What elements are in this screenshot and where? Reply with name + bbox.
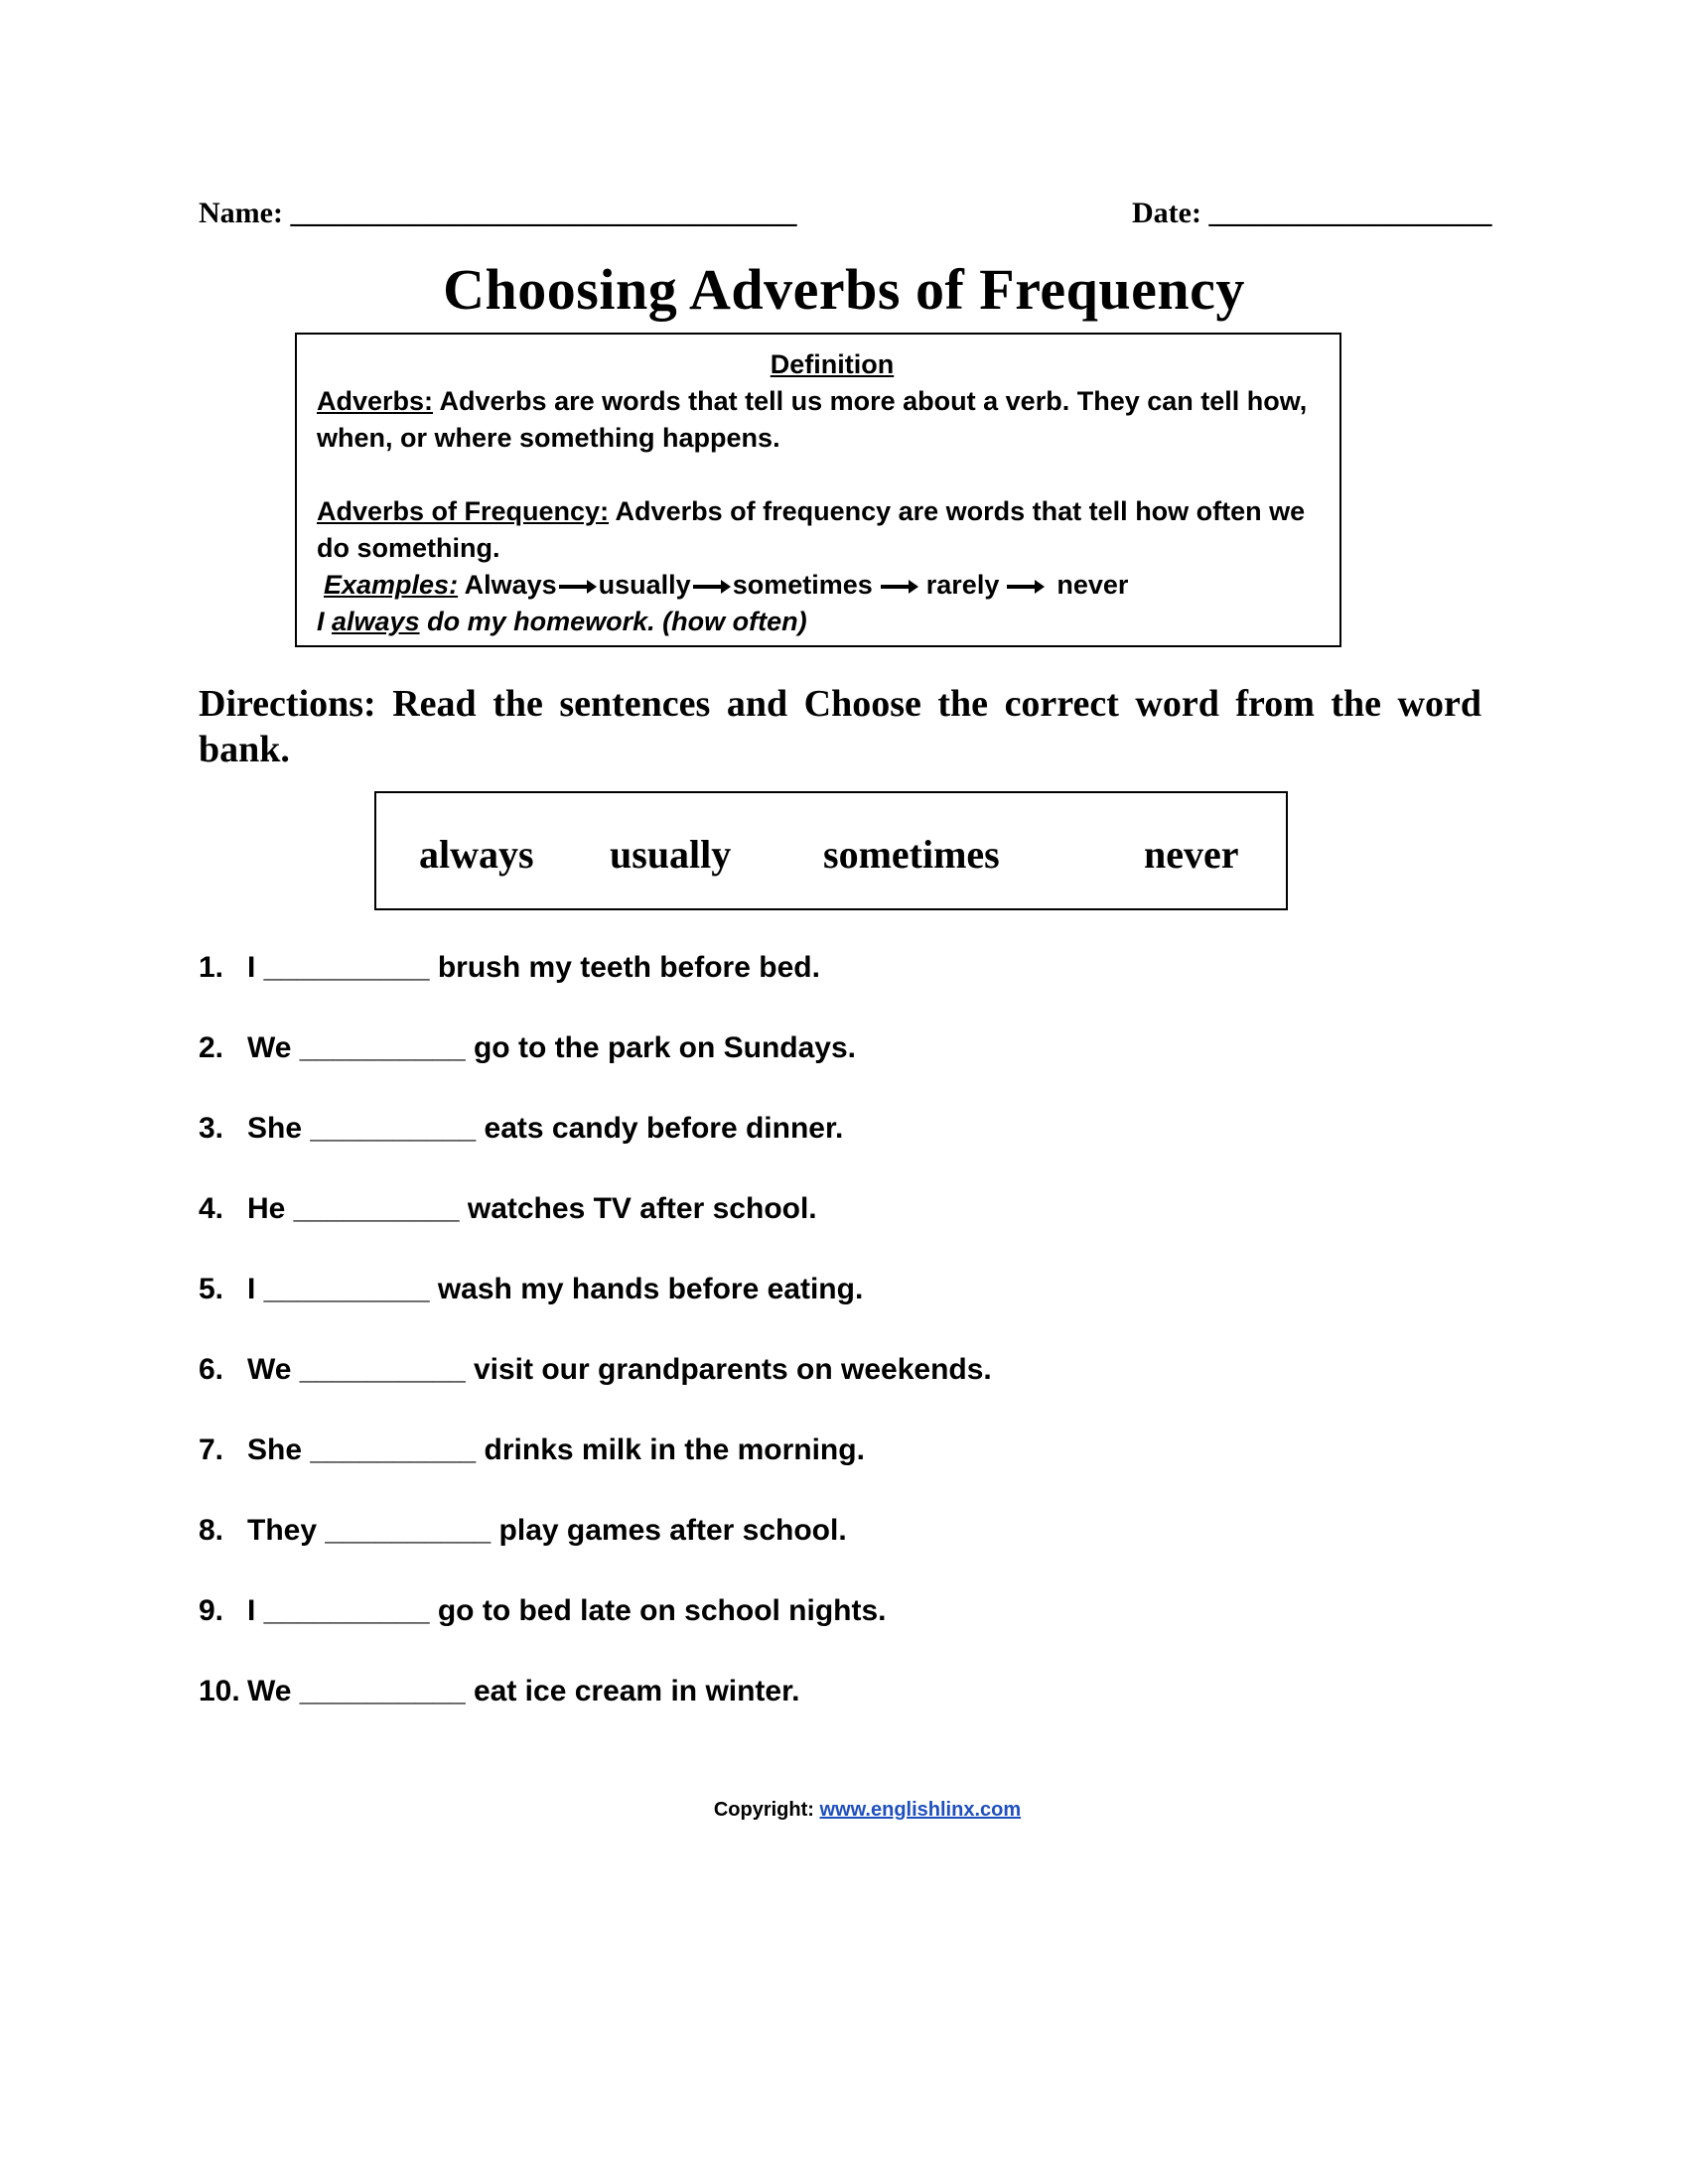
question-item bbox=[199, 1353, 992, 1387]
question-text: We __________ eat ice cream in winter. bbox=[247, 1675, 800, 1707]
question-number: 1. bbox=[199, 951, 224, 984]
example-word: usually bbox=[598, 570, 691, 600]
question-number: 4. bbox=[199, 1192, 224, 1225]
question-text: They __________ play games after school. bbox=[247, 1514, 847, 1547]
name-field-label: Name: __________________________________ bbox=[199, 197, 797, 229]
question-text: I __________ go to bed late on school nights. bbox=[247, 1594, 887, 1627]
frequency-definition bbox=[317, 493, 1320, 530]
example-word: never bbox=[1056, 570, 1129, 600]
date-field-label: Date: ___________________ bbox=[1132, 197, 1492, 229]
question-text: We __________ go to the park on Sundays. bbox=[247, 1031, 857, 1064]
adverbs-text-1: Adverbs are words that tell us more about a verb. They can tell how, bbox=[433, 386, 1308, 416]
frequency-text-2: do something. bbox=[317, 533, 500, 563]
right-arrow-icon bbox=[693, 580, 731, 594]
example-word: Always bbox=[464, 570, 557, 600]
question-item bbox=[199, 1192, 817, 1226]
question-number: 9. bbox=[199, 1594, 224, 1627]
frequency-term: Adverbs of Frequency: bbox=[317, 496, 610, 526]
copyright-footer bbox=[0, 1799, 1688, 1822]
adverbs-definition bbox=[317, 383, 1320, 420]
question-item bbox=[199, 1594, 887, 1628]
question-number: 7. bbox=[199, 1433, 224, 1466]
question-item bbox=[199, 951, 820, 985]
sample-prefix: I bbox=[317, 607, 333, 636]
question-text: She __________ drinks milk in the morning. bbox=[247, 1433, 865, 1466]
question-number: 6. bbox=[199, 1353, 224, 1386]
example-word: rarely bbox=[925, 570, 1000, 600]
page-title: Choosing Adverbs of Frequency bbox=[443, 257, 1245, 322]
word-bank-item: always bbox=[419, 832, 534, 877]
question-number: 2. bbox=[199, 1031, 224, 1064]
directions-text: Directions: Read the sentences and Choose the correct word from the word bank. bbox=[199, 683, 1481, 770]
frequency-text-1: Adverbs of frequency are words that tell how often we bbox=[609, 496, 1306, 526]
question-number: 8. bbox=[199, 1514, 224, 1547]
adverbs-term: Adverbs: bbox=[317, 386, 434, 416]
word-bank-box bbox=[374, 791, 1288, 910]
question-text: We __________ visit our grandparents on weekends. bbox=[247, 1353, 992, 1386]
sample-adverb: always bbox=[332, 607, 420, 636]
definition-heading: Definition bbox=[770, 349, 895, 379]
question-number: 5. bbox=[199, 1273, 224, 1305]
right-arrow-icon bbox=[881, 580, 918, 594]
question-item bbox=[199, 1675, 799, 1708]
question-text: She __________ eats candy before dinner. bbox=[247, 1112, 844, 1145]
question-text: I __________ wash my hands before eating. bbox=[247, 1273, 864, 1305]
adverbs-text-2: when, or where something happens. bbox=[317, 423, 780, 453]
example-word: sometimes bbox=[732, 570, 873, 600]
question-item bbox=[199, 1514, 847, 1548]
question-text: I __________ brush my teeth before bed. bbox=[247, 951, 820, 984]
examples-label: Examples: bbox=[324, 570, 459, 600]
copyright-label: Copyright: bbox=[713, 1799, 820, 1821]
sample-sentence bbox=[317, 604, 1320, 640]
right-arrow-icon bbox=[559, 580, 597, 594]
question-item bbox=[199, 1273, 863, 1306]
word-bank-item: usually bbox=[610, 832, 732, 877]
question-number: 3. bbox=[199, 1112, 224, 1145]
word-bank-item: sometimes bbox=[823, 832, 1000, 877]
copyright-link[interactable]: www.englishlinx.com bbox=[819, 1799, 1022, 1821]
question-number: 10. bbox=[199, 1675, 240, 1707]
examples-line bbox=[317, 567, 1320, 604]
definition-box bbox=[295, 333, 1341, 647]
right-arrow-icon bbox=[1007, 580, 1045, 594]
question-text: He __________ watches TV after school. bbox=[247, 1192, 817, 1225]
question-item bbox=[199, 1031, 856, 1065]
sample-suffix: do my homework. (how often) bbox=[419, 607, 807, 636]
word-bank-item: never bbox=[1144, 832, 1239, 877]
question-item bbox=[199, 1112, 843, 1146]
question-item bbox=[199, 1433, 865, 1467]
